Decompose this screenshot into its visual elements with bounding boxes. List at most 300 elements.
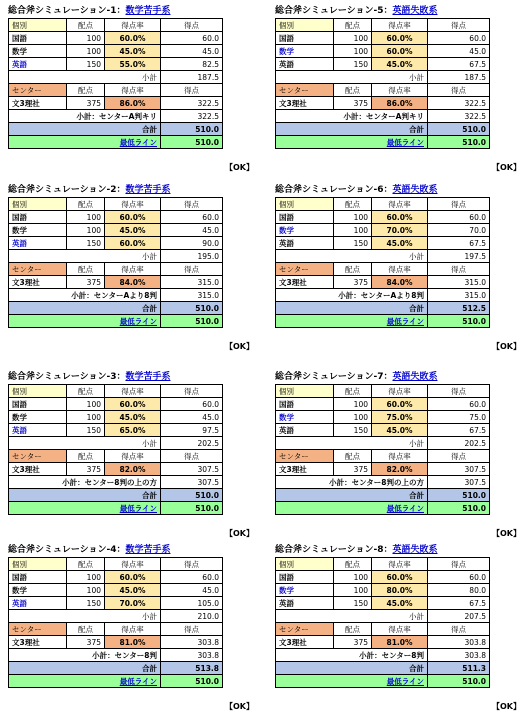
total-row [9,302,223,315]
max-points: 100 [67,571,105,584]
subject-name: 国語 [9,398,67,411]
center-band-label: 小計：センターAより8判 [276,289,428,302]
header-score: 得点 [161,84,223,97]
pass-line-row [9,315,223,328]
pass-line-row [276,502,490,515]
center-score: 315.0 [428,276,490,289]
subtotal-label: 小計 [9,71,161,84]
header-max: 配点 [67,19,105,32]
subject-name: 国語 [276,211,334,224]
subtotal-row [9,250,223,263]
center-header-row [9,623,223,636]
header-individual: 個別 [9,198,67,211]
total-value: 510.0 [161,489,223,502]
header-individual: 個別 [9,19,67,32]
pass-line-row [9,675,223,688]
pass-line-row [9,502,223,515]
subject-name: 英語 [9,58,67,71]
score: 67.5 [428,58,490,71]
score: 70.0 [428,224,490,237]
header-rate: 得点率 [105,84,161,97]
subject-row [276,411,490,424]
subject-row [276,58,490,71]
center-rate: 86.0% [105,97,161,110]
center-header-row [276,263,490,276]
header-max: 配点 [334,558,372,571]
score-rate: 60.0% [105,571,161,584]
center-score: 322.5 [428,97,490,110]
score: 80.0 [428,584,490,597]
total-value: 510.0 [428,489,490,502]
score: 45.0 [161,584,223,597]
header-individual: 個別 [9,558,67,571]
total-label: 合計 [9,662,161,675]
subtotal-label: 小計 [9,610,161,623]
score: 45.0 [161,411,223,424]
center-rate: 81.0% [372,636,428,649]
subject-row [9,32,223,45]
subject-row [9,211,223,224]
center-subject: 文3理社 [9,636,67,649]
header-score: 得点 [428,450,490,463]
max-points: 150 [67,424,105,437]
header-score: 得点 [161,623,223,636]
score-rate: 60.0% [372,398,428,411]
header-max: 配点 [67,450,105,463]
center-score: 307.5 [428,463,490,476]
pass-line-row [9,136,223,149]
pass-line-label [9,675,161,688]
center-score: 322.5 [161,97,223,110]
pass-line-text: 最低ライン [119,316,157,326]
individual-header-row [276,198,490,211]
header-score: 得点 [428,84,490,97]
max-points: 150 [334,58,372,71]
score-table [275,557,490,688]
header-rate: 得点率 [372,84,428,97]
simulation-title [8,183,223,197]
header-rate: 得点率 [105,558,161,571]
pass-line-text: 最低ライン [386,503,424,513]
score-table [275,384,490,515]
header-score: 得点 [161,558,223,571]
score: 60.0 [161,211,223,224]
pass-line-value: 510.0 [428,315,490,328]
subject-name: 数学 [9,584,67,597]
max-points: 100 [334,571,372,584]
subject-name: 英語 [9,424,67,437]
score-table [275,18,490,149]
max-points: 100 [67,32,105,45]
subtotal-value: 202.5 [428,437,490,450]
subtotal-row [276,437,490,450]
center-subject: 文3理社 [9,276,67,289]
score: 45.0 [161,45,223,58]
header-individual: 個別 [276,198,334,211]
center-rate: 86.0% [372,97,428,110]
center-score: 315.0 [161,276,223,289]
center-score: 307.5 [161,463,223,476]
title-subtitle: 数学苦手系 [125,6,171,16]
subject-row [276,211,490,224]
individual-header-row [276,385,490,398]
subject-row [276,224,490,237]
header-rate: 得点率 [372,385,428,398]
center-subject: 文3理社 [9,463,67,476]
score: 60.0 [161,398,223,411]
subtotal-value: 187.5 [161,71,223,84]
score-table [8,557,223,688]
subtotal-label: 小計 [276,610,428,623]
score: 60.0 [428,398,490,411]
center-band-label: 小計：センターAより8判 [9,289,161,302]
score-rate: 60.0% [372,571,428,584]
simulation-block [8,543,254,711]
simulation-title [8,543,223,557]
subtotal-value: 197.5 [428,250,490,263]
header-max: 配点 [334,84,372,97]
subject-row [9,424,223,437]
center-band-row [276,289,490,302]
score-rate: 60.0% [105,237,161,250]
header-rate: 得点率 [372,558,428,571]
score-table [8,384,223,515]
subject-name: 英語 [9,237,67,250]
score: 60.0 [428,571,490,584]
subject-row [276,32,490,45]
header-score: 得点 [161,450,223,463]
subject-row [276,424,490,437]
score: 90.0 [161,237,223,250]
center-max: 375 [334,97,372,110]
score: 105.0 [161,597,223,610]
center-band-value: 315.0 [428,289,490,302]
center-rate: 84.0% [105,276,161,289]
subject-row [276,584,490,597]
header-max: 配点 [334,450,372,463]
pass-line-value: 510.0 [428,502,490,515]
ok-status: 【OK】 [492,529,521,538]
header-rate: 得点率 [372,450,428,463]
subject-name: 国語 [276,571,334,584]
individual-header-row [9,558,223,571]
pass-line-value: 510.0 [161,675,223,688]
pass-line-text: 最低ライン [119,137,157,147]
simulation-title [275,370,490,384]
simulation-title [275,543,490,557]
subject-name: 国語 [9,32,67,45]
score: 67.5 [428,424,490,437]
center-header-row [276,450,490,463]
score-table [8,18,223,149]
simulation-block [275,543,521,711]
center-subject: 文3理社 [276,276,334,289]
pass-line-label [276,315,428,328]
center-band-label: 小計：センター8判の上の方 [9,476,161,489]
pass-line-row [276,675,490,688]
max-points: 100 [334,224,372,237]
score: 60.0 [161,571,223,584]
score-rate: 80.0% [372,584,428,597]
simulation-block [275,4,521,172]
score-rate: 45.0% [105,224,161,237]
subject-name: 英語 [9,597,67,610]
header-center: センター [9,84,67,97]
subtotal-row [9,610,223,623]
subtotal-value: 187.5 [428,71,490,84]
pass-line-label [9,315,161,328]
center-score: 303.8 [161,636,223,649]
score-rate: 45.0% [372,424,428,437]
score-rate: 45.0% [372,58,428,71]
center-band-row [276,649,490,662]
pass-line-text: 最低ライン [119,676,157,686]
header-max: 配点 [67,558,105,571]
score-rate: 45.0% [105,584,161,597]
center-band-value: 322.5 [428,110,490,123]
subject-name: 数学 [9,411,67,424]
score: 67.5 [428,237,490,250]
total-value: 510.0 [161,123,223,136]
ok-status: 【OK】 [225,163,254,172]
pass-line-text: 最低ライン [119,503,157,513]
center-rate: 82.0% [372,463,428,476]
score-rate: 70.0% [105,597,161,610]
header-score: 得点 [428,623,490,636]
ok-status: 【OK】 [492,702,521,711]
simulation-block [8,4,254,172]
header-center: センター [276,84,334,97]
title-subtitle: 英語失敗系 [392,6,438,16]
total-label: 合計 [276,489,428,502]
subject-row [276,45,490,58]
title-prefix: 総合斧シミュレーション-3： [8,372,126,382]
header-individual: 個別 [276,385,334,398]
header-rate: 得点率 [105,623,161,636]
subject-name: 数学 [276,411,334,424]
subject-row [9,224,223,237]
center-header-row [9,84,223,97]
center-subject: 文3理社 [9,97,67,110]
subject-row [9,237,223,250]
max-points: 100 [334,411,372,424]
header-center: センター [276,623,334,636]
score: 60.0 [428,211,490,224]
header-max: 配点 [334,19,372,32]
pass-line-label [9,502,161,515]
header-center: センター [9,450,67,463]
header-rate: 得点率 [372,623,428,636]
score-rate: 60.0% [372,32,428,45]
center-band-row [9,649,223,662]
header-max: 配点 [67,198,105,211]
center-rate: 82.0% [105,463,161,476]
score: 82.5 [161,58,223,71]
center-band-row [9,289,223,302]
center-row [276,636,490,649]
header-max: 配点 [334,623,372,636]
subtotal-label: 小計 [276,71,428,84]
total-row [276,123,490,136]
subject-row [276,237,490,250]
total-row [276,662,490,675]
subtotal-label: 小計 [276,437,428,450]
title-subtitle: 英語失敗系 [392,372,438,382]
subject-name: 数学 [9,224,67,237]
ok-status: 【OK】 [225,702,254,711]
center-band-value: 315.0 [161,289,223,302]
header-score: 得点 [161,263,223,276]
subject-name: 国語 [276,32,334,45]
ok-status: 【OK】 [492,163,521,172]
pass-line-value: 510.0 [428,675,490,688]
total-label: 合計 [276,123,428,136]
pass-line-label [9,136,161,149]
score-rate: 60.0% [105,32,161,45]
pass-line-row [276,136,490,149]
score-rate: 60.0% [105,211,161,224]
pass-line-text: 最低ライン [386,676,424,686]
individual-header-row [9,385,223,398]
header-center: センター [276,450,334,463]
max-points: 100 [334,398,372,411]
score-table [275,197,490,328]
header-max: 配点 [334,198,372,211]
score-rate: 45.0% [105,45,161,58]
individual-header-row [276,19,490,32]
total-row [9,662,223,675]
score: 97.5 [161,424,223,437]
header-rate: 得点率 [372,263,428,276]
max-points: 150 [67,237,105,250]
center-header-row [9,450,223,463]
header-max: 配点 [67,263,105,276]
simulation-block [275,370,521,538]
title-prefix: 総合斧シミュレーション-6： [275,185,393,195]
score: 60.0 [428,32,490,45]
simulation-title [8,4,223,18]
total-label: 合計 [9,302,161,315]
center-row [276,463,490,476]
total-row [276,489,490,502]
title-prefix: 総合斧シミュレーション-8： [275,545,393,555]
subject-name: 英語 [276,597,334,610]
subtotal-row [9,437,223,450]
center-band-label: 小計：センター8判 [276,649,428,662]
center-row [9,463,223,476]
simulation-title [8,370,223,384]
subject-row [9,571,223,584]
max-points: 100 [67,211,105,224]
subtotal-label: 小計 [276,250,428,263]
center-max: 375 [334,463,372,476]
subject-row [9,58,223,71]
title-prefix: 総合斧シミュレーション-5： [275,6,393,16]
header-max: 配点 [334,263,372,276]
header-score: 得点 [428,198,490,211]
score-rate: 60.0% [372,211,428,224]
subtotal-value: 195.0 [161,250,223,263]
title-subtitle: 数学苦手系 [125,545,171,555]
simulation-block [8,370,254,538]
header-score: 得点 [428,385,490,398]
score-rate: 75.0% [372,411,428,424]
center-band-label: 小計：センターA判キリ [9,110,161,123]
center-row [9,97,223,110]
subject-name: 数学 [276,224,334,237]
subtotal-value: 202.5 [161,437,223,450]
pass-line-value: 510.0 [161,136,223,149]
header-max: 配点 [67,623,105,636]
individual-header-row [9,19,223,32]
center-header-row [276,623,490,636]
total-label: 合計 [276,302,428,315]
score-table [8,197,223,328]
center-rate: 81.0% [105,636,161,649]
header-rate: 得点率 [372,198,428,211]
simulation-title [275,183,490,197]
subject-row [9,597,223,610]
max-points: 150 [334,597,372,610]
title-prefix: 総合斧シミュレーション-4： [8,545,126,555]
header-individual: 個別 [276,558,334,571]
title-subtitle: 数学苦手系 [125,372,171,382]
header-center: センター [276,263,334,276]
pass-line-value: 510.0 [161,502,223,515]
subject-name: 英語 [276,58,334,71]
header-center: センター [9,263,67,276]
header-max: 配点 [67,84,105,97]
subtotal-row [276,610,490,623]
pass-line-value: 510.0 [428,136,490,149]
subject-name: 英語 [276,237,334,250]
header-max: 配点 [334,385,372,398]
header-individual: 個別 [9,385,67,398]
center-rate: 84.0% [372,276,428,289]
subject-row [9,411,223,424]
header-rate: 得点率 [105,19,161,32]
header-individual: 個別 [276,19,334,32]
center-header-row [9,263,223,276]
score-rate: 60.0% [105,398,161,411]
score: 75.0 [428,411,490,424]
header-rate: 得点率 [105,263,161,276]
center-band-value: 307.5 [161,476,223,489]
center-subject: 文3理社 [276,97,334,110]
center-band-label: 小計：センター8判の上の方 [276,476,428,489]
center-band-value: 322.5 [161,110,223,123]
center-max: 375 [67,463,105,476]
subtotal-label: 小計 [9,437,161,450]
title-prefix: 総合斧シミュレーション-1： [8,6,126,16]
score-rate: 55.0% [105,58,161,71]
score-rate: 60.0% [372,45,428,58]
header-rate: 得点率 [105,450,161,463]
subtotal-row [276,71,490,84]
header-score: 得点 [161,198,223,211]
center-row [9,636,223,649]
pass-line-label [276,675,428,688]
center-subject: 文3理社 [276,636,334,649]
subject-row [276,398,490,411]
subject-row [9,584,223,597]
ok-status: 【OK】 [225,342,254,351]
score: 45.0 [161,224,223,237]
total-value: 510.0 [161,302,223,315]
max-points: 100 [67,45,105,58]
pass-line-row [276,315,490,328]
center-band-value: 303.8 [428,649,490,662]
